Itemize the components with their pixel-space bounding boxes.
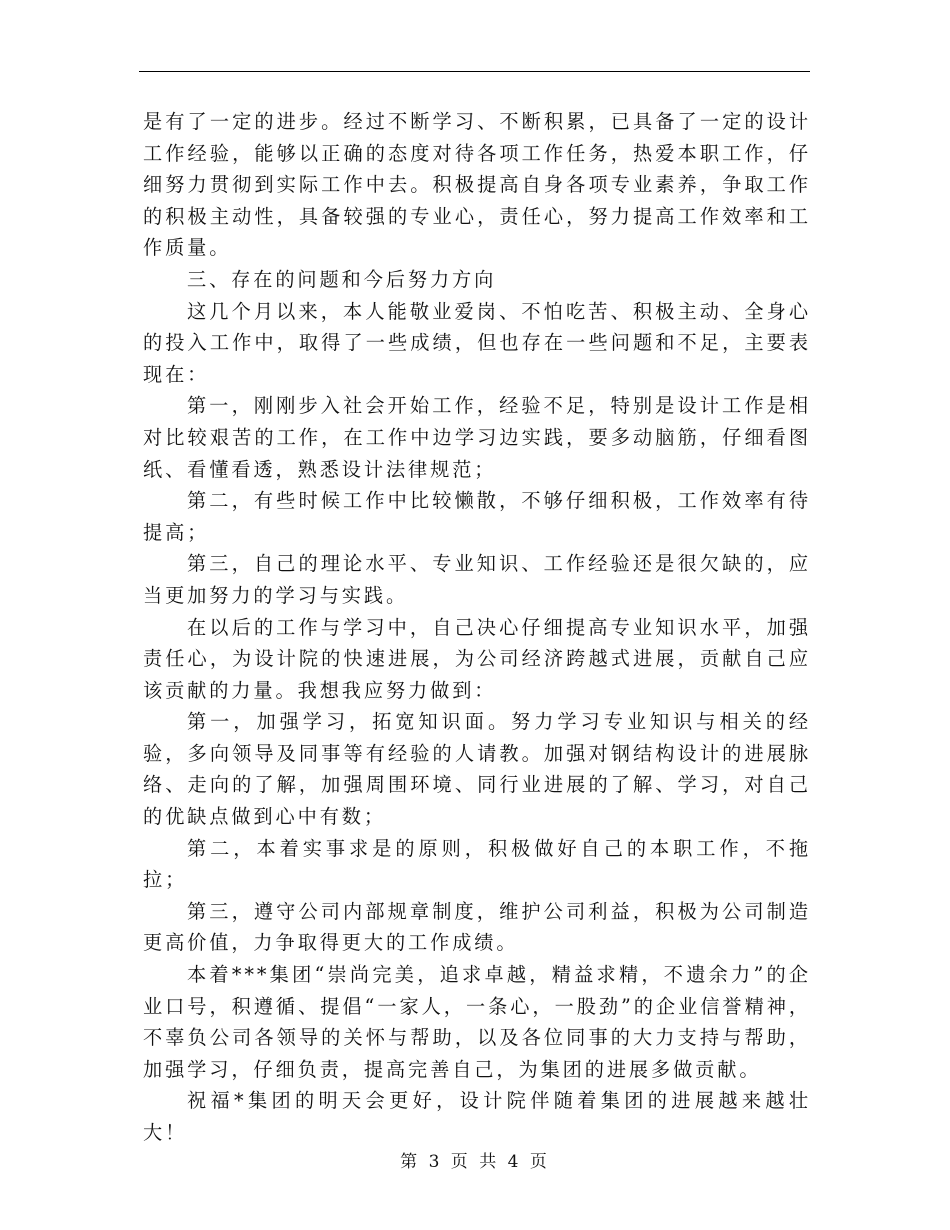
paragraph: 在以后的工作与学习中，自己决心仔细提高专业知识水平，加强责任心，为设计院的快速进展，为公司经济跨越式进展，贡献自己应该贡献的力量。我想我应努力做到：	[143, 615, 811, 702]
paragraph: 第一，刚刚步入社会开始工作，经验不足，特别是设计工作是相对比较艰苦的工作，在工作中边学习边实践，要多动脑筋，仔细看图纸、看懂看透，熟悉设计法律规范；	[143, 394, 811, 481]
section-heading: 三、存在的问题和今后努力方向	[187, 267, 497, 291]
paragraph: 第二，有些时候工作中比较懒散，不够仔细积极，工作效率有待提高；	[143, 489, 811, 544]
paragraph: 第三，自己的理论水平、专业知识、工作经验还是很欠缺的，应当更加努力的学习与实践。	[143, 552, 811, 607]
paragraph-continuation: 是有了一定的进步。经过不断学习、不断积累，已具备了一定的设计工作经验，能够以正确的态度对待各项工作任务，热爱本职工作，仔细努力贯彻到实际工作中去。积极提高自身各项专业素养，争取工作的积极主动性，具备较强的专业心，责任心，努力提高工作效率和工作质量。	[143, 110, 811, 260]
document-body	[143, 106, 811, 1149]
paragraph: 第一，加强学习，拓宽知识面。努力学习专业知识与相关的经验，多向领导及同事等有经验的人请教。加强对钢结构设计的进展脉络、走向的了解，加强周围环境、同行业进展的了解、学习，对自己的优缺点做到心中有数；	[143, 710, 811, 829]
paragraph: 祝福*集团的明天会更好，设计院伴随着集团的进展越来越壮大！	[143, 1089, 811, 1144]
paragraph: 第二，本着实事求是的原则，积极做好自己的本职工作，不拖拉；	[143, 836, 811, 892]
page-number-footer: 第 3 页 共 4 页	[400, 1152, 550, 1172]
paragraph: 本着***集团“崇尚完美，追求卓越，精益求精，不遗余力”的企业口号，积遵循、提倡“一家人，一条心，一股劲”的企业信誉精神，不辜负公司各领导的关怀与帮助，以及各位同事的大力支持与帮助，加强学习，仔细负责，提高完善自己，为集团的进展多做贡献。	[143, 963, 811, 1081]
header-rule	[139, 71, 810, 72]
paragraph: 第三，遵守公司内部规章制度，维护公司利益，积极为公司制造更高价值，力争取得更大的工作成绩。	[143, 899, 811, 955]
paragraph: 这几个月以来，本人能敬业爱岗、不怕吃苦、积极主动、全身心的投入工作中，取得了一些成绩，但也存在一些问题和不足，主要表现在：	[143, 299, 811, 386]
